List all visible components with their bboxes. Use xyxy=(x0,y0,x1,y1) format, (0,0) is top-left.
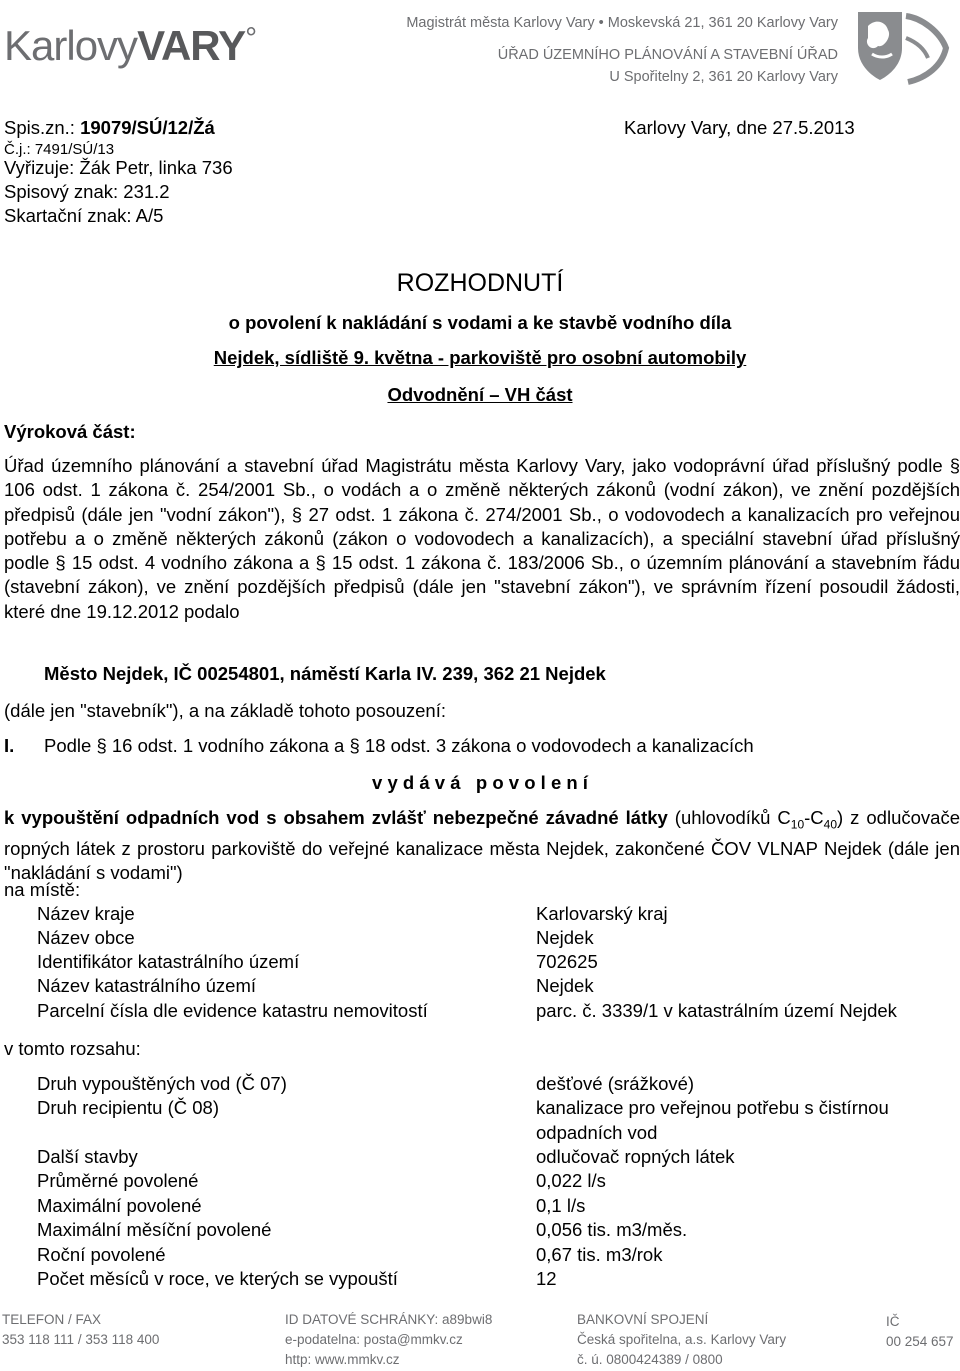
location-label: Parcelní čísla dle evidence katastru nemovitostí xyxy=(37,1000,428,1021)
scope-label: Počet měsíců v roce, ve kterých se vypouští xyxy=(37,1268,398,1289)
item-number: I. xyxy=(4,735,15,756)
scope-value: odlučovač ropných látek xyxy=(536,1146,735,1167)
footer-bank-label: BANKOVNÍ SPOJENÍ xyxy=(577,1312,709,1327)
section-label: Výroková část: xyxy=(4,421,136,442)
project-name: Nejdek, sídliště 9. května - parkoviště pro osobní automobily xyxy=(213,347,747,368)
office-line2: ÚŘAD ÚZEMNÍHO PLÁNOVÁNÍ A STAVEBNÍ ÚŘAD xyxy=(497,47,838,63)
location-label: Identifikátor katastrálního území xyxy=(37,951,300,972)
verdict: v y d á v á p o v o l e n í xyxy=(372,772,588,793)
intro-continuation: (dále jen "stavebník"), a na základě tohoto posouzení: xyxy=(4,700,447,721)
footer-phone: 353 118 111 / 353 118 400 xyxy=(2,1332,160,1347)
location-value: parc. č. 3339/1 v katastrálním území Nejdek xyxy=(536,1000,897,1021)
permit-text-a: (uhlovodíků C xyxy=(667,807,791,828)
permit-bold: k vypouštění odpadních vod s obsahem zvlášť nebezpečné závadné látky xyxy=(4,807,668,828)
city-crest-icon xyxy=(850,8,956,88)
scope-label: Maximální povolené xyxy=(37,1195,202,1216)
decision-title: ROZHODNUTÍ xyxy=(396,269,564,297)
case-number: Č.j.: 7491/SÚ/13 xyxy=(4,141,115,158)
city-logo xyxy=(4,22,256,70)
office-line3: U Spořitelny 2, 361 20 Karlovy Vary xyxy=(609,69,838,85)
intro-paragraph xyxy=(4,454,960,624)
scope-value: 0,056 tis. m3/měs. xyxy=(536,1219,688,1240)
location-value: Karlovarský kraj xyxy=(536,903,668,924)
office-line1: Magistrát města Karlovy Vary • Moskevská 21, 361 20 Karlovy Vary xyxy=(406,15,838,31)
file-code: Spisový znak: 231.2 xyxy=(4,181,170,202)
scope-value: dešťové (srážkové) xyxy=(536,1073,695,1094)
footer-bank: Česká spořitelna, a.s. Karlovy Vary xyxy=(577,1332,787,1347)
spis-zn-label: Spis.zn.: xyxy=(4,117,81,138)
location-label: Název katastrálního území xyxy=(37,975,257,996)
intro-text: Úřad územního plánování a stavební úřad Magistrátu města Karlovy Vary, jako vodoprávní úřad příslušný podle § 106 odst. 1 zákona č. 254/2001 Sb., o vodách a o změně některých zákonů (vodní zákon), ve znění pozdějších předpisů (dále jen "vodní zákon"), § 27 odst. 1 zákona č. 274/2001 Sb., o vodovodech a kanalizacích pro veřejnou potřebu a o změně některých zákonů (zákon o vodovodech a kanalizacích), a speciální stavební úřad příslušný podle § 15 odst. 4 vodního zákona a § 15 odst. 1 zákona č. 183/2006 Sb., o územním plánování a stavebním řádu (stavební zákon), ve znění pozdějších předpisů (dále jen "stavební zákon"), ve správním řízení posoudil žádosti, které dne 19.12.2012 podalo xyxy=(4,455,960,622)
permit-sub-a: 10 xyxy=(790,817,805,832)
scope-value: kanalizace pro veřejnou potřebu s čistírnou xyxy=(536,1097,889,1118)
spis-zn xyxy=(4,116,215,140)
scope-label: Další stavby xyxy=(37,1146,138,1167)
scope-value: 0,1 l/s xyxy=(536,1195,586,1216)
scope-value-cont: odpadních vod xyxy=(536,1122,658,1143)
scope-value: 0,022 l/s xyxy=(536,1170,606,1191)
decision-subtitle: o povolení k nakládání s vodami a ke stavbě vodního díla xyxy=(228,312,732,333)
location-value: Nejdek xyxy=(536,975,594,996)
location-value: Nejdek xyxy=(536,927,594,948)
shredding-code: Skartační znak: A/5 xyxy=(4,205,164,226)
logo-main-text: Karlovy xyxy=(4,22,138,69)
footer-phone-label: TELEFON / FAX xyxy=(2,1312,102,1327)
scope-heading: v tomto rozsahu: xyxy=(4,1038,141,1059)
scope-label: Druh vypouštěných vod (Č 07) xyxy=(37,1073,287,1094)
permit-text-b: ) z odlučovače ropných látek z prostoru parkoviště do veřejné kanalizace města Nejdek, zakončené ČOV VLNAP Nejdek (dále jen "nakládání s vodami") xyxy=(4,807,960,884)
scope-label: Druh recipientu (Č 08) xyxy=(37,1097,219,1118)
applicant: Město Nejdek, IČ 00254801, náměstí Karla IV. 239, 362 21 Nejdek xyxy=(44,663,606,684)
footer-ic-label: IČ xyxy=(886,1314,900,1329)
footer-databox: ID DATOVÉ SCHRÁNKY: a89bwi8 xyxy=(285,1312,493,1327)
permit-dash: -C xyxy=(804,807,824,828)
permit-paragraph xyxy=(4,806,960,886)
scope-label: Roční povolené xyxy=(37,1244,166,1265)
project-part: Odvodnění – VH část xyxy=(387,384,573,405)
scope-value: 12 xyxy=(536,1268,557,1289)
scope-value: 0,67 tis. m3/rok xyxy=(536,1244,663,1265)
location-heading: na místě: xyxy=(4,879,81,900)
logo-mark: ° xyxy=(245,22,257,55)
item-text: Podle § 16 odst. 1 vodního zákona a § 18 odst. 3 zákona o vodovodech a kanalizacích xyxy=(44,735,754,756)
scope-label: Průměrné povolené xyxy=(37,1170,199,1191)
location-label: Název kraje xyxy=(37,903,135,924)
scope-label: Maximální měsíční povolené xyxy=(37,1219,272,1240)
footer-ic: 00 254 657 xyxy=(886,1334,954,1349)
location-value: 702625 xyxy=(536,951,598,972)
location-label: Název obce xyxy=(37,927,135,948)
spis-zn-value: 19079/SÚ/12/Žá xyxy=(80,117,215,138)
handled-by: Vyřizuje: Žák Petr, linka 736 xyxy=(4,157,233,178)
footer-account: č. ú. 0800424389 / 0800 xyxy=(577,1352,723,1367)
logo-bold-text: VARY xyxy=(137,22,246,69)
footer-web: http: www.mmkv.cz xyxy=(285,1352,400,1367)
place-date: Karlovy Vary, dne 27.5.2013 xyxy=(624,117,855,138)
footer-email: e-podatelna: posta@mmkv.cz xyxy=(285,1332,463,1347)
permit-sub-b: 40 xyxy=(823,817,838,832)
